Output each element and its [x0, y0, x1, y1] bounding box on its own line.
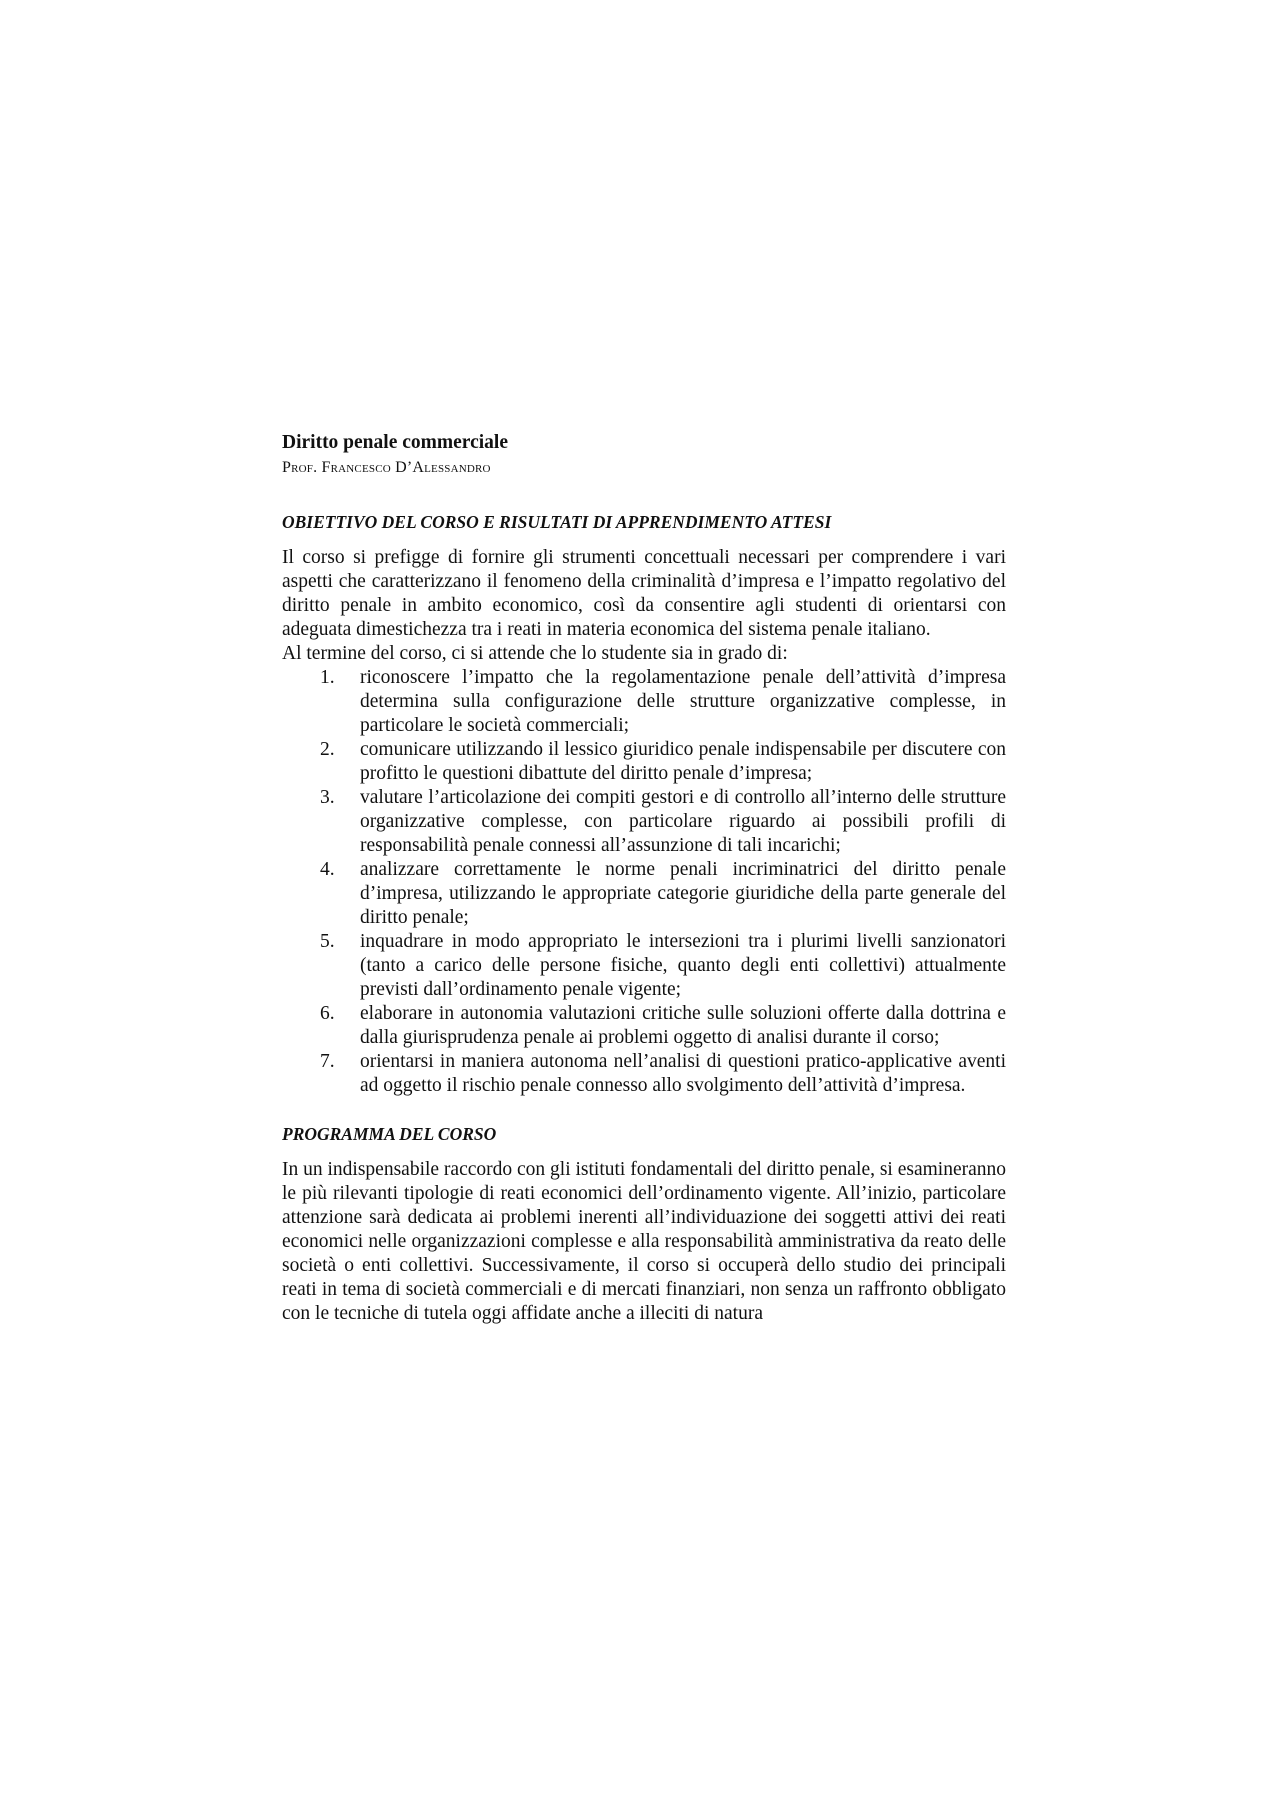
list-item — [282, 666, 1006, 738]
section-obiettivo — [282, 510, 1006, 1098]
list-item-number: 3. — [320, 787, 335, 808]
list-item-text: elaborare in autonomia valutazioni critiche sulle soluzioni offerte dalla dottrina e dalla giurisprudenza penale ai problemi oggetto di analisi durante il corso; — [360, 1003, 1006, 1048]
list-item-text: valutare l’articolazione dei compiti gestori e di controllo all’interno delle strutture organizzative complesse, con particolare riguardo ai possibili profili di responsabilità penale connessi all’assunzione di tali incarichi; — [360, 787, 1006, 856]
list-item — [282, 786, 1006, 858]
list-item-number: 2. — [320, 739, 335, 760]
list-item — [282, 738, 1006, 786]
obiettivo-intro: Il corso si prefigge di fornire gli strumenti concettuali necessari per comprendere i vari aspetti che caratterizzano il fenomeno della criminalità d’impresa e l’impatto regolativo del diritto penale in ambito economico, così da consentire agli studenti di orientarsi con adeguata dimestichezza tra i reati in materia economica del sistema penale italiano. — [282, 547, 1006, 640]
course-title: Diritto penale commerciale — [282, 432, 508, 453]
outcomes-list — [282, 666, 1006, 1098]
list-item-text: inquadrare in modo appropriato le intersezioni tra i plurimi livelli sanzionatori (tanto a carico delle persone fisiche, quanto degli enti collettivi) attualmente previsti dall’ordinamento penale vigente; — [360, 931, 1006, 1000]
list-item-number: 7. — [320, 1051, 335, 1072]
list-item-number: 6. — [320, 1003, 335, 1024]
list-item-number: 1. — [320, 667, 335, 688]
list-item — [282, 1050, 1006, 1098]
list-item-number: 4. — [320, 859, 335, 880]
list-item-number: 5. — [320, 931, 335, 952]
list-item — [282, 930, 1006, 1002]
list-item-text: analizzare correttamente le norme penali incriminatrici del diritto penale d’impresa, utilizzando le appropriate categorie giuridiche della parte generale del diritto penale; — [360, 859, 1006, 928]
document-page — [282, 430, 1006, 1326]
section-heading-obiettivo: OBIETTIVO DEL CORSO E RISULTATI DI APPRENDIMENTO ATTESI — [282, 512, 832, 532]
list-item-text: orientarsi in maniera autonoma nell’analisi di questioni pratico-applicative aventi ad oggetto il rischio penale connesso allo svolgimento dell’attività d’impresa. — [360, 1051, 1006, 1096]
list-item — [282, 1002, 1006, 1050]
section-programma — [282, 1122, 1006, 1326]
professor-name: Prof. Francesco D’Alessandro — [282, 459, 491, 476]
list-item — [282, 858, 1006, 930]
section-heading-programma: PROGRAMMA DEL CORSO — [282, 1124, 497, 1144]
list-item-text: riconoscere l’impatto che la regolamentazione penale dell’attività d’impresa determina sulla configurazione delle strutture organizzative complesse, in particolare le società commerciali; — [360, 667, 1006, 736]
list-item-text: comunicare utilizzando il lessico giuridico penale indispensabile per discutere con profitto le questioni dibattute del diritto penale d’impresa; — [360, 739, 1006, 784]
obiettivo-lead-in: Al termine del corso, ci si attende che lo studente sia in grado di: — [282, 643, 788, 664]
programma-text: In un indispensabile raccordo con gli istituti fondamentali del diritto penale, si esamineranno le più rilevanti tipologie di reati economici dell’ordinamento vigente. All’inizio, particolare attenzione sarà dedicata ai problemi inerenti all’individuazione dei soggetti attivi dei reati economici nelle organizzazioni complesse e alla responsabilità amministrativa da reato delle società o enti collettivi. Successivamente, il corso si occuperà dello studio dei principali reati in tema di società commerciali e di mercati finanziari, non senza un raffronto obbligato con le tecniche di tutela oggi affidate anche a illeciti di natura — [282, 1159, 1007, 1324]
